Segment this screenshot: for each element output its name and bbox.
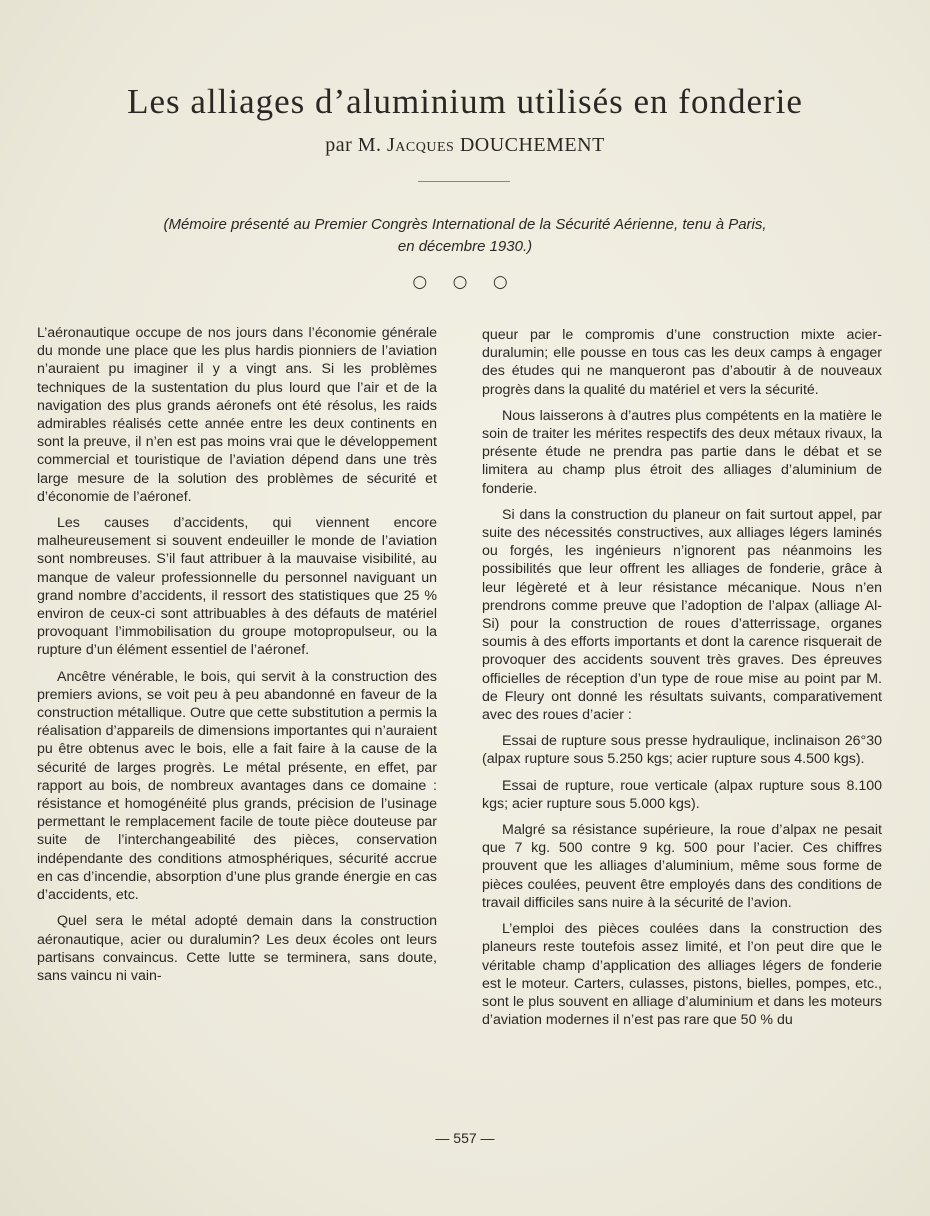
memoire-line-2: en décembre 1930.): [397, 238, 533, 255]
byline-prefix: par M.: [325, 134, 382, 156]
paragraph: L’aéronautique occupe de nos jours dans l’économie générale du monde une place que les plus hardis pionniers de l’aviation n’auraient pu imaginer il y a vingt ans. Si les problèmes techniques de la sustentation du plus lourd que l’air et de la navigation des plus grands aéronefs ont été résolus, les raids admirables réalisés cette année entre les deux continents en sont la preuve, il n’en est pas moins vrai que le développement commercial et touristique de l’aviation dépend dans une très large mesure de la solution des problèmes de sécurité et d’économie de l’aéronef.: [37, 325, 437, 505]
left-column: [37, 324, 437, 993]
memoire-line-1: (Mémoire présenté au Premier Congrès International de la Sécurité Aérienne, tenu à Paris,: [163, 216, 767, 233]
author-last-name: DOUCHEMENT: [459, 134, 605, 156]
paragraph: Ancêtre vénérable, le bois, qui servit à la construction des premiers avions, se voit peu à peu abandonné en faveur de la construction métallique. Outre que cette substitution a permis la réalisation d’appareils de dimensions importantes qui n’auraient pu être obtenus avec le bois, elle a fait faire à la cause de la sécurité de larges progrès. Le métal présente, en effet, par rapport au bois, de nombreux avantages dans ce domaine : résistance et homogénéité plus grands, précision de l’usinage permettant le remplacement facile de toute pièce douteuse par suite de l’interchangeabilité des pièces, conservation indépendante des conditions atmosphériques, sécurité accrue en cas d’incendie, absorption d’une plus grande énergie en cas d’accidents, etc.: [37, 668, 437, 904]
title-divider: [418, 181, 510, 182]
memoire-note: [80, 214, 850, 258]
right-column: [482, 326, 882, 1037]
paragraph: L’emploi des pièces coulées dans la construction des planeurs reste toutefois assez limité, et l’on peut dire que le véritable champ d’application des alliages légers de fonderie est le moteur. Carters, culasses, pistons, bielles, pompes, etc., sont le plus souvent en alliage d’aluminium et dans les moteurs d’aviation modernes il n’est pas rare que 50 % du: [482, 921, 882, 1029]
page-number: — 557 —: [435, 1130, 495, 1146]
paragraph: Essai de rupture, roue verticale (alpax rupture sous 8.100 kgs; acier rupture sous 5.000 kgs).: [482, 777, 882, 812]
ornament-circles: ○ ○ ○: [412, 272, 518, 292]
paragraph: Essai de rupture sous presse hydraulique, inclinaison 26°30 (alpax rupture sous 5.250 kgs; acier rupture sous 4.500 kgs).: [482, 733, 882, 768]
paragraph: Nous laisserons à d’autres plus compétents en la matière le soin de traiter les mérites respectifs des deux métaux rivaux, la présente étude ne prendra pas partie dans le débat et se limitera au champ plus étroit des alliages d’aluminium de fonderie.: [482, 407, 882, 497]
paragraph: Les causes d’accidents, qui viennent encore malheureusement si souvent endeuiller le monde de l’aviation sont nombreuses. S’il faut attribuer à la mauvaise visibilité, au manque de valeur professionnelle du personnel naviguant un grand nombre d’accidents, il ressort des statistiques que 25 % environ de ceux-ci sont attribuables à des défauts de matériel provoquant l’immobilisation du groupe motopropulseur, ou la rupture d’un élément essentiel de l’aéronef.: [37, 515, 437, 659]
paragraph: Malgré sa résistance supérieure, la roue d’alpax ne pesait que 7 kg. 500 contre 9 kg. 500 pour l’acier. Ces chiffres prouvent que les alliages d’aluminium, même sous forme de pièces coulées, peuvent être employés dans des conditions de travail difficiles sans nuire à la sécurité de l’avion.: [482, 822, 882, 911]
paragraph: Quel sera le métal adopté demain dans la construction aéronautique, acier ou duralumin? Les deux écoles ont leurs partisans convaincus. Cette lutte se terminera, sans doute, sans vaincu ni vain-: [37, 913, 437, 984]
paragraph: queur par le compromis d’une construction mixte acier-duralumin; elle pousse en tous cas les deux camps à engager des études qui ne manqueront pas d’aboutir à de nouveaux progrès dans la qualité du matériel et vers la sécurité.: [482, 327, 882, 398]
paragraph: Si dans la construction du planeur on fait surtout appel, par suite des nécessités constructives, aux alliages légers laminés ou forgés, les ingénieurs n’ignorent pas néanmoins les possibilités que leur offrent les alliages de fonderie, grâce à leur légèreté et à leur résistance mécanique. Nous n’en prendrons comme preuve que l’adoption de l’alpax (alliage Al-Si) pour la construction de roues d’atterrissage, organes soumis à des efforts importants et dont la carence risquerait de provoquer des accidents souvent très graves. Des épreuves officielles de réception d’un type de roue mise au point par M. de Fleury ont donné les résultats suivants, comparativement avec des roues d’acier :: [482, 506, 882, 724]
byline: [0, 134, 930, 157]
article-title: Les alliages d’aluminium utilisés en fonderie: [127, 82, 803, 121]
author-first-name: Jacques: [387, 134, 455, 156]
